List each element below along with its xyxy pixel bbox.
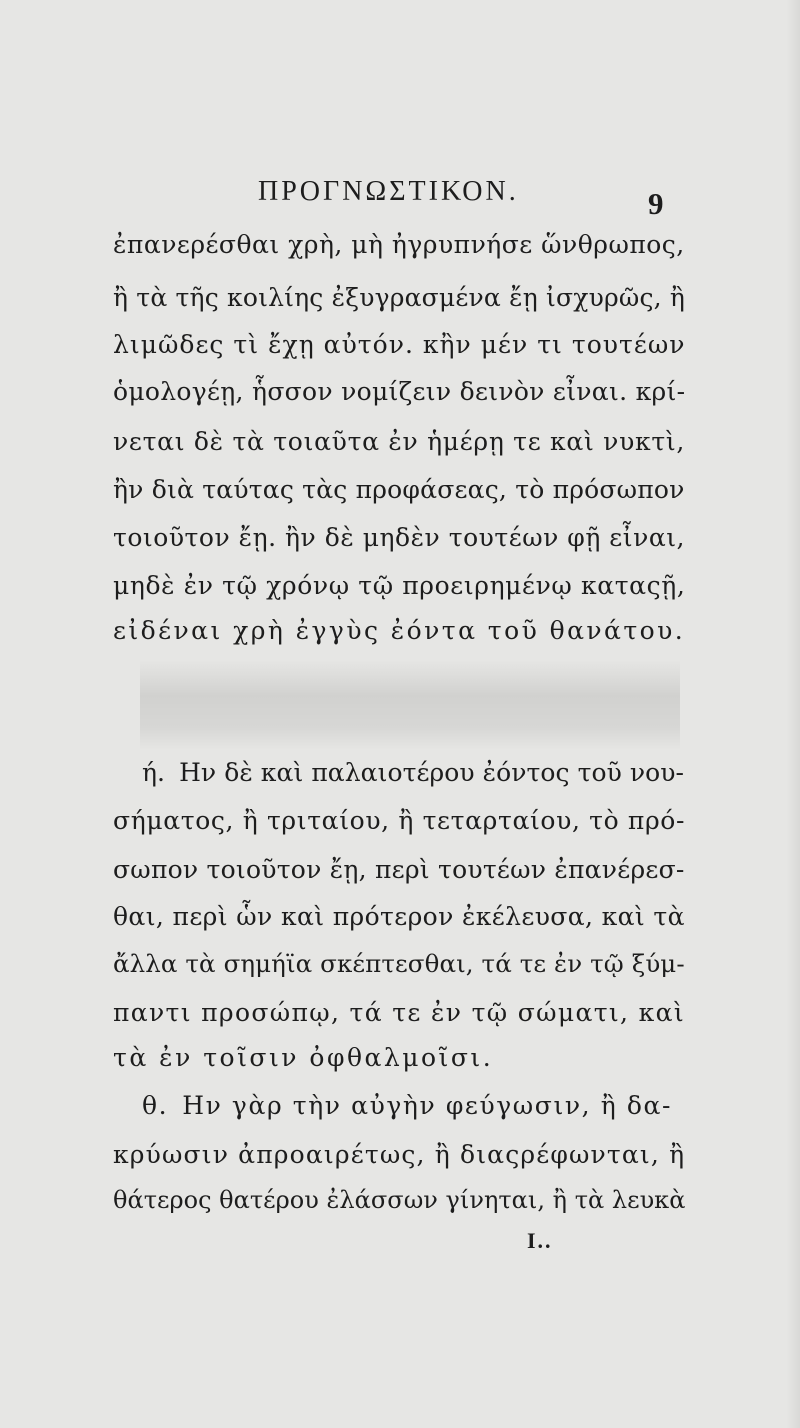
paragraph-first-line (142, 1091, 672, 1121)
section-number: θ. (142, 1091, 169, 1120)
text-line: ἐπανερέσθαι χρὴ, μὴ ἠγρυπνήσε ὥνθρωπος, (113, 230, 685, 259)
text-line: θάτερος θατέρου ἐλάσσων γίνηται, ἢ τὰ λευκὰ (113, 1186, 686, 1214)
bleed-through-shadow (140, 660, 680, 750)
text-line: Ην δὲ καὶ παλαιοτέρου ἐόντος τοῦ νου- (179, 758, 685, 787)
text-line: θαι, περὶ ὧν καὶ πρότερον ἐκέλευσα, καὶ τὰ (113, 902, 685, 931)
page-edge-shadow (786, 0, 800, 1428)
text-line: ἄλλα τὰ σημήϊα σκέπτεσθαι, τά τε ἐν τῷ ξύμ- (113, 949, 685, 978)
text-line: τὰ ἐν τοῖσιν ὀφθαλμοῖσι. (113, 1043, 494, 1072)
text-line: λιμῶδες τὶ ἔχῃ αὐτόν. κἢν μέν τι τουτέων (113, 330, 686, 359)
paragraph-first-line (142, 758, 684, 788)
text-line: κρύωσιν ἀπροαιρέτως, ἢ διαςρέφωνται, ἢ (113, 1140, 686, 1169)
text-line: σωπον τοιοῦτον ἔῃ, περὶ τουτέων ἐπανέρεσ- (113, 855, 685, 884)
text-line: τοιοῦτον ἔῃ. ἢν δὲ μηδὲν τουτέων φῇ εἶναι, (113, 523, 686, 552)
text-line: ἢ τὰ τῆς κοιλίης ἐξυγρασμένα ἔῃ ἰσχυρῶς, ἢ (113, 283, 686, 312)
text-line: ἢν διὰ ταύτας τὰς προφάσεας, τὸ πρόσωπον (113, 475, 685, 504)
text-line: Ην γὰρ τὴν αὐγὴν φεύγωσιν, ἢ δα- (182, 1091, 673, 1120)
printer-signature: I.. (527, 1228, 553, 1253)
text-line: μηδὲ ἐν τῷ χρόνῳ τῷ προειρημένῳ καταςῇ, (113, 571, 686, 600)
page-number: 9 (648, 186, 664, 221)
text-line: εἰδέναι χρὴ ἐγγὺς ἐόντα τοῦ θανάτου. (113, 616, 686, 645)
section-number: ή. (142, 758, 166, 787)
running-title: ΠΡΟΓΝΩΣΤΙΚΟΝ. (258, 176, 519, 207)
text-line: ὁμολογέῃ, ἧσσον νομίζειν δεινὸν εἶναι. κρί- (113, 377, 686, 406)
text-line: παντι προσώπῳ, τά τε ἐν τῷ σώματι, καὶ (113, 998, 685, 1027)
text-line: σήματος, ἢ τριταίου, ἢ τεταρταίου, τὸ πρό- (113, 806, 686, 835)
text-line: νεται δὲ τὰ τοιαῦτα ἐν ἡμέρῃ τε καὶ νυκτὶ, (113, 427, 686, 456)
